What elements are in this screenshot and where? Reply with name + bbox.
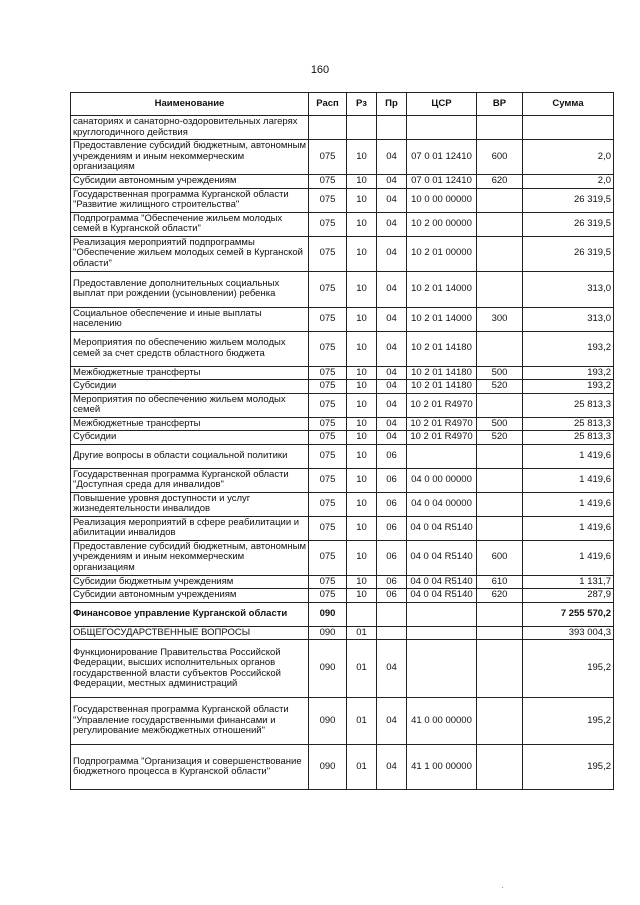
row-name: Мероприятия по обеспечению жильем молодых семей [71,393,309,417]
row-sum: 1 419,6 [523,444,614,468]
table-row [71,540,614,575]
row-vr [477,602,523,626]
table-row [71,393,614,417]
row-csr: 10 2 01 14000 [407,271,477,307]
row-sum: 1 131,7 [523,575,614,589]
table-row [71,698,614,745]
row-rz: 10 [347,140,377,175]
row-rasp: 075 [309,575,347,589]
row-vr: 500 [477,366,523,380]
row-pr: 04 [377,236,407,271]
row-vr: 600 [477,140,523,175]
row-vr: 610 [477,575,523,589]
table-row [71,175,614,189]
row-sum: 193,2 [523,331,614,366]
row-pr: 06 [377,575,407,589]
row-rz [347,602,377,626]
row-vr [477,640,523,698]
row-pr: 04 [377,640,407,698]
column-header-pr: Пр [377,93,407,116]
row-pr: 04 [377,212,407,236]
budget-table [70,92,614,790]
row-vr [477,444,523,468]
row-pr: 06 [377,516,407,540]
row-vr [477,516,523,540]
table-row [71,212,614,236]
row-rz: 10 [347,380,377,394]
row-vr: 620 [477,589,523,603]
row-name: Субсидии автономным учреждениям [71,589,309,603]
row-csr: 07 0 01 12410 [407,140,477,175]
row-name: Межбюджетные трансферты [71,417,309,431]
row-csr [407,116,477,140]
row-rasp: 090 [309,626,347,640]
row-name: Субсидии бюджетным учреждениям [71,575,309,589]
row-vr [477,698,523,745]
table-row [71,640,614,698]
table-row [71,366,614,380]
table-row [71,589,614,603]
row-pr [377,116,407,140]
row-rasp: 075 [309,417,347,431]
row-csr [407,626,477,640]
row-pr: 06 [377,468,407,492]
row-name: Предоставление субсидий бюджетным, автономным учреждениям и иным некоммерческим организациям [71,140,309,175]
row-rasp [309,116,347,140]
table-row [71,307,614,331]
row-rasp: 075 [309,271,347,307]
row-csr: 10 2 01 14180 [407,366,477,380]
row-sum: 193,2 [523,380,614,394]
row-sum: 26 319,5 [523,212,614,236]
row-pr: 04 [377,393,407,417]
row-pr: 04 [377,175,407,189]
row-csr: 10 2 01 R4970 [407,417,477,431]
column-header-csr: ЦСР [407,93,477,116]
row-sum: 195,2 [523,698,614,745]
row-csr [407,444,477,468]
table-row [71,626,614,640]
table-row [71,236,614,271]
row-pr: 04 [377,745,407,790]
row-sum: 193,2 [523,366,614,380]
row-csr: 04 0 04 R5140 [407,575,477,589]
column-header-sum: Сумма [523,93,614,116]
row-csr [407,640,477,698]
row-vr: 520 [477,431,523,445]
row-pr: 04 [377,380,407,394]
row-rz: 10 [347,236,377,271]
row-name: Другие вопросы в области социальной политики [71,444,309,468]
row-rz: 10 [347,431,377,445]
row-vr: 300 [477,307,523,331]
table-row [71,745,614,790]
table-row [71,468,614,492]
row-pr: 04 [377,307,407,331]
row-rasp: 075 [309,307,347,331]
row-sum [523,116,614,140]
row-rz: 10 [347,589,377,603]
row-pr: 06 [377,540,407,575]
row-sum: 1 419,6 [523,516,614,540]
row-pr: 04 [377,366,407,380]
row-csr: 10 2 01 14180 [407,380,477,394]
row-vr [477,393,523,417]
row-csr: 10 2 01 R4970 [407,393,477,417]
row-rz: 01 [347,698,377,745]
row-name: Финансовое управление Курганской области [71,602,309,626]
page-number: 160 [310,64,330,76]
row-vr: 500 [477,417,523,431]
row-rz: 01 [347,745,377,790]
row-rz: 10 [347,212,377,236]
row-name: Государственная программа Курганской области "Управление государственными финансами и регулирование межбюджетных отношений" [71,698,309,745]
row-rasp: 075 [309,444,347,468]
row-sum: 393 004,3 [523,626,614,640]
column-header-vr: ВР [477,93,523,116]
row-csr: 10 2 01 14000 [407,307,477,331]
table-row [71,516,614,540]
row-csr: 10 2 01 14180 [407,331,477,366]
row-rasp: 075 [309,516,347,540]
row-sum: 26 319,5 [523,188,614,212]
row-rasp: 090 [309,602,347,626]
row-sum: 26 319,5 [523,236,614,271]
row-sum: 195,2 [523,640,614,698]
row-vr [477,188,523,212]
row-rz: 01 [347,640,377,698]
table-row [71,331,614,366]
row-rz: 10 [347,175,377,189]
row-sum: 287,9 [523,589,614,603]
table-row [71,431,614,445]
row-pr [377,602,407,626]
row-csr: 04 0 04 R5140 [407,589,477,603]
row-rasp: 075 [309,175,347,189]
row-name: Предоставление дополнительных социальных выплат при рождении (усыновлении) ребенка [71,271,309,307]
row-csr: 04 0 04 R5140 [407,540,477,575]
row-rz: 10 [347,492,377,516]
row-rz: 10 [347,366,377,380]
row-rasp: 075 [309,468,347,492]
row-pr: 06 [377,589,407,603]
row-rasp: 075 [309,380,347,394]
table-row [71,492,614,516]
row-pr: 04 [377,271,407,307]
row-rasp: 075 [309,431,347,445]
row-rasp: 075 [309,140,347,175]
row-pr: 04 [377,331,407,366]
column-header-rz: Рз [347,93,377,116]
row-rz [347,116,377,140]
row-name: Межбюджетные трансферты [71,366,309,380]
row-vr: 520 [477,380,523,394]
row-csr: 07 0 01 12410 [407,175,477,189]
table-row [71,188,614,212]
row-pr: 04 [377,417,407,431]
row-pr: 04 [377,698,407,745]
row-rasp: 075 [309,492,347,516]
row-sum: 313,0 [523,271,614,307]
row-vr: 600 [477,540,523,575]
row-name: Реализация мероприятий в сфере реабилитации и абилитации инвалидов [71,516,309,540]
row-rz: 10 [347,575,377,589]
row-csr: 04 0 04 00000 [407,492,477,516]
row-vr [477,331,523,366]
row-rz: 10 [347,271,377,307]
row-name: Мероприятия по обеспечению жильем молодых семей за счет средств областного бюджета [71,331,309,366]
row-name: Подпрограмма "Организация и совершенствование бюджетного процесса в Курганской области" [71,745,309,790]
row-name: Субсидии [71,380,309,394]
row-rz: 10 [347,444,377,468]
row-name: Функционирование Правительства Российской Федерации, высших исполнительных органов государственной власти субъектов Российской Федерации, местных администраций [71,640,309,698]
row-csr: 10 2 01 R4970 [407,431,477,445]
row-name: Подпрограмма "Обеспечение жильем молодых семей в Курганской области" [71,212,309,236]
row-rz: 10 [347,393,377,417]
column-header-name: Наименование [71,93,309,116]
row-pr: 04 [377,140,407,175]
row-sum: 25 813,3 [523,417,614,431]
row-sum: 25 813,3 [523,431,614,445]
row-name: Реализация мероприятий подпрограммы "Обеспечение жильем молодых семей в Курганской области" [71,236,309,271]
row-name: Повышение уровня доступности и услуг жизнедеятельности инвалидов [71,492,309,516]
row-rz: 01 [347,626,377,640]
row-sum: 1 419,6 [523,540,614,575]
row-pr: 06 [377,444,407,468]
table-row [71,417,614,431]
row-vr [477,212,523,236]
row-pr: 04 [377,431,407,445]
table-row [71,380,614,394]
row-rz: 10 [347,417,377,431]
row-vr [477,236,523,271]
row-rz: 10 [347,516,377,540]
table-header-row [71,93,614,116]
row-vr [477,271,523,307]
row-vr: 620 [477,175,523,189]
row-name: Государственная программа Курганской области "Доступная среда для инвалидов" [71,468,309,492]
row-name: Предоставление субсидий бюджетным, автономным учреждениям и иным некоммерческим организациям [71,540,309,575]
row-sum: 1 419,6 [523,468,614,492]
row-vr [477,626,523,640]
row-rasp: 075 [309,188,347,212]
row-pr: 06 [377,492,407,516]
row-csr: 04 0 00 00000 [407,468,477,492]
row-sum: 7 255 570,2 [523,602,614,626]
row-name: Субсидии автономным учреждениям [71,175,309,189]
row-csr: 10 2 00 00000 [407,212,477,236]
row-rasp: 075 [309,393,347,417]
row-rz: 10 [347,307,377,331]
row-csr: 10 0 00 00000 [407,188,477,212]
row-sum: 1 419,6 [523,492,614,516]
table-row [71,602,614,626]
row-rz: 10 [347,188,377,212]
row-rasp: 075 [309,366,347,380]
row-sum: 2,0 [523,175,614,189]
row-name: Социальное обеспечение и иные выплаты населению [71,307,309,331]
row-csr: 41 1 00 00000 [407,745,477,790]
row-vr [477,492,523,516]
row-rasp: 090 [309,745,347,790]
row-sum: 313,0 [523,307,614,331]
row-name: ОБЩЕГОСУДАРСТВЕННЫЕ ВОПРОСЫ [71,626,309,640]
row-rasp: 075 [309,212,347,236]
table-row [71,140,614,175]
row-rasp: 090 [309,640,347,698]
row-rasp: 090 [309,698,347,745]
row-csr [407,602,477,626]
row-name: Субсидии [71,431,309,445]
table-row [71,444,614,468]
row-rz: 10 [347,331,377,366]
row-sum: 195,2 [523,745,614,790]
row-pr [377,626,407,640]
row-vr [477,745,523,790]
row-vr [477,116,523,140]
row-csr: 41 0 00 00000 [407,698,477,745]
table-row [71,271,614,307]
column-header-rasp: Расп [309,93,347,116]
row-pr: 04 [377,188,407,212]
row-sum: 2,0 [523,140,614,175]
table-row [71,575,614,589]
row-rasp: 075 [309,331,347,366]
row-rasp: 075 [309,589,347,603]
row-rz: 10 [347,468,377,492]
row-name: санаториях и санаторно-оздоровительных лагерях круглогодичного действия [71,116,309,140]
row-rasp: 075 [309,540,347,575]
table-row [71,116,614,140]
row-csr: 10 2 01 00000 [407,236,477,271]
scan-speck [502,887,503,888]
row-name: Государственная программа Курганской области "Развитие жилищного строительства" [71,188,309,212]
row-rasp: 075 [309,236,347,271]
row-rz: 10 [347,540,377,575]
row-sum: 25 813,3 [523,393,614,417]
row-vr [477,468,523,492]
row-csr: 04 0 04 R5140 [407,516,477,540]
